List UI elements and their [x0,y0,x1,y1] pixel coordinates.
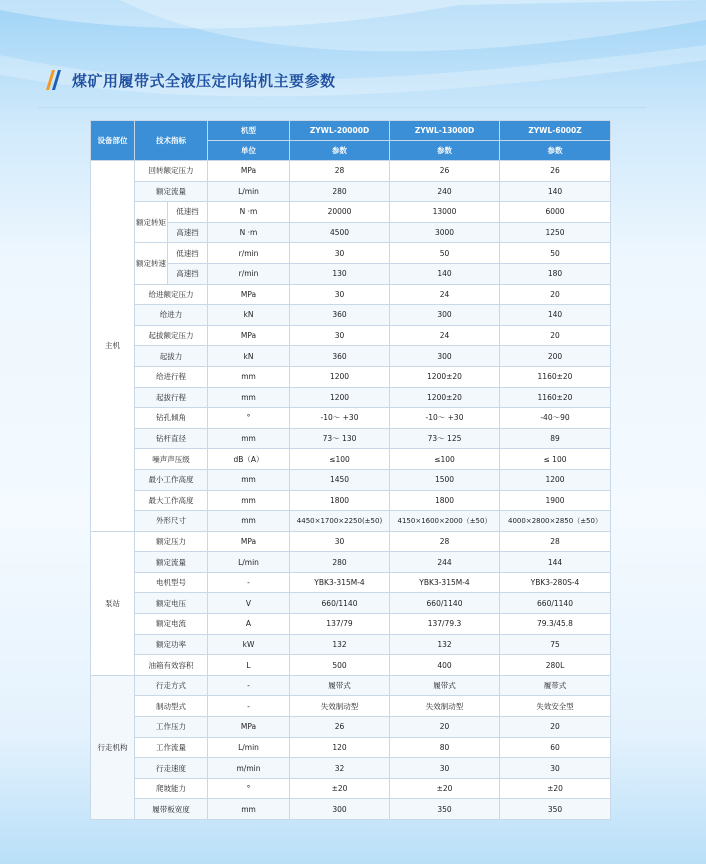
row-label: 工作压力 [135,717,208,738]
row-value-3: -40～90 [500,408,611,429]
row-label: 最大工作高度 [135,490,208,511]
row-value-3: 60 [500,737,611,758]
table-row [91,428,611,449]
row-value-1: 26 [290,717,390,738]
row-value-1: 4500 [290,222,390,243]
row-value-1: 28 [290,161,390,182]
row-label: 额定流量 [135,552,208,573]
row-unit: - [208,675,290,696]
table-row [91,799,611,820]
row-value-3: ±20 [500,778,611,799]
row-value-1: 30 [290,284,390,305]
row-value-3: YBK3-280S-4 [500,572,611,593]
row-value-3: 20 [500,717,611,738]
row-unit: - [208,696,290,717]
row-label: 给进额定压力 [135,284,208,305]
row-value-2: 1500 [390,469,500,490]
row-value-2: -10～ +30 [390,408,500,429]
row-unit: L/min [208,737,290,758]
row-label: 给进力 [135,305,208,326]
row-label: 额定功率 [135,634,208,655]
row-value-2: 132 [390,634,500,655]
row-value-3: ≤ 100 [500,449,611,470]
row-value-1: 1450 [290,469,390,490]
row-value-1: 1200 [290,366,390,387]
row-value-2: 1800 [390,490,500,511]
table-row [91,408,611,429]
row-value-3: 180 [500,263,611,284]
row-value-2: 400 [390,655,500,676]
row-unit: L/min [208,552,290,573]
row-value-1: 4450×1700×2250(±50) [290,511,390,532]
row-value-3: 140 [500,305,611,326]
row-value-3: 4000×2800×2850（±50） [500,511,611,532]
row-label: 额定流量 [135,181,208,202]
row-value-2: 50 [390,243,500,264]
row-value-2: 240 [390,181,500,202]
row-value-3: 350 [500,799,611,820]
table-row [91,552,611,573]
row-value-3: 失效安全型 [500,696,611,717]
table-row [91,614,611,635]
row-unit: MPa [208,325,290,346]
row-value-2: 350 [390,799,500,820]
row-value-2: 4150×1600×2000（±50） [390,511,500,532]
row-label: 起拔额定压力 [135,325,208,346]
header-param-1: 参数 [290,141,390,161]
row-value-2: 24 [390,284,500,305]
row-value-1: 120 [290,737,390,758]
table-row [91,593,611,614]
row-unit: L/min [208,181,290,202]
header-param-2: 参数 [390,141,500,161]
row-value-2: 73～ 125 [390,428,500,449]
row-unit: dB（A） [208,449,290,470]
row-unit: mm [208,469,290,490]
table-row [91,634,611,655]
table-row [91,284,611,305]
row-label: 噪声声压级 [135,449,208,470]
table-row [91,717,611,738]
row-value-3: 20 [500,284,611,305]
background-swoosh [0,0,706,120]
row-value-3: 200 [500,346,611,367]
row-value-3: 20 [500,325,611,346]
row-value-1: YBK3-315M-4 [290,572,390,593]
row-value-3: 144 [500,552,611,573]
row-value-1: 280 [290,552,390,573]
row-value-1: 500 [290,655,390,676]
row-label: 低速挡 [168,243,208,264]
row-unit: L [208,655,290,676]
table-row [91,655,611,676]
row-unit: N ·m [208,222,290,243]
header-model: 机型 [208,121,290,141]
header-model-2: ZYWL-13000D [390,121,500,141]
row-value-1: ≤100 [290,449,390,470]
row-unit: r/min [208,263,290,284]
row-value-3: 30 [500,758,611,779]
row-unit: MPa [208,161,290,182]
table-row [91,181,611,202]
row-value-2: 24 [390,325,500,346]
row-value-1: 300 [290,799,390,820]
row-value-2: 80 [390,737,500,758]
table-row [91,366,611,387]
header-model-1: ZYWL-20000D [290,121,390,141]
header-row-1 [91,121,611,141]
row-value-1: 失效制动型 [290,696,390,717]
row-value-3: 26 [500,161,611,182]
row-value-2: 13000 [390,202,500,223]
row-value-1: 137/79 [290,614,390,635]
row-label: 工作流量 [135,737,208,758]
row-unit: kN [208,305,290,326]
row-value-2: 300 [390,305,500,326]
table-row [91,449,611,470]
row-value-3: 履带式 [500,675,611,696]
section-pump: 泵站 [91,531,135,675]
table-row [91,572,611,593]
row-value-3: 1250 [500,222,611,243]
row-value-3: 50 [500,243,611,264]
row-label: 外形尺寸 [135,511,208,532]
row-label: 回转额定压力 [135,161,208,182]
row-value-1: 660/1140 [290,593,390,614]
row-value-2: ≤100 [390,449,500,470]
row-label: 额定压力 [135,531,208,552]
row-label: 爬坡能力 [135,778,208,799]
row-label: 起拔行程 [135,387,208,408]
row-value-3: 75 [500,634,611,655]
row-value-2: 1200±20 [390,366,500,387]
row-value-2: 20 [390,717,500,738]
title-row [38,66,336,94]
row-label: 电机型号 [135,572,208,593]
row-unit: mm [208,490,290,511]
row-unit: kW [208,634,290,655]
row-value-1: 130 [290,263,390,284]
row-value-1: 73～ 130 [290,428,390,449]
row-value-1: -10～ +30 [290,408,390,429]
row-unit: mm [208,366,290,387]
table-row [91,305,611,326]
row-unit: m/min [208,758,290,779]
row-unit: mm [208,387,290,408]
row-unit: MPa [208,717,290,738]
row-label: 额定电压 [135,593,208,614]
row-value-2: ±20 [390,778,500,799]
group-speed: 额定转速 [135,243,168,284]
row-value-2: 30 [390,758,500,779]
row-value-2: 300 [390,346,500,367]
table-row [91,469,611,490]
row-label: 履带板宽度 [135,799,208,820]
row-label: 额定电流 [135,614,208,635]
table-row [91,675,611,696]
row-unit: ° [208,778,290,799]
row-value-2: 失效制动型 [390,696,500,717]
table-row [91,737,611,758]
row-unit: A [208,614,290,635]
row-label: 低速挡 [168,202,208,223]
row-value-2: 137/79.3 [390,614,500,635]
row-value-2: 26 [390,161,500,182]
row-value-1: ±20 [290,778,390,799]
row-unit: MPa [208,284,290,305]
row-value-1: 132 [290,634,390,655]
title-divider [38,107,646,108]
table-row [91,758,611,779]
row-value-3: 1160±20 [500,387,611,408]
row-unit: ° [208,408,290,429]
row-unit: - [208,572,290,593]
table-row [91,778,611,799]
header-tech: 技术指标 [135,121,208,161]
row-value-3: 660/1140 [500,593,611,614]
row-value-2: 660/1140 [390,593,500,614]
header-param-3: 参数 [500,141,611,161]
row-value-1: 20000 [290,202,390,223]
table-row [91,511,611,532]
row-unit: mm [208,799,290,820]
table-row [91,490,611,511]
row-value-1: 30 [290,325,390,346]
table-row [91,222,611,243]
row-label: 高速挡 [168,263,208,284]
row-value-2: 28 [390,531,500,552]
table-row [91,263,611,284]
row-label: 最小工作高度 [135,469,208,490]
row-unit: r/min [208,243,290,264]
row-unit: V [208,593,290,614]
spec-table [90,120,611,820]
row-unit: MPa [208,531,290,552]
row-value-3: 1900 [500,490,611,511]
table-row [91,202,611,223]
row-value-2: YBK3-315M-4 [390,572,500,593]
row-value-2: 履带式 [390,675,500,696]
row-value-3: 6000 [500,202,611,223]
table-row [91,531,611,552]
table-row [91,387,611,408]
row-value-2: 140 [390,263,500,284]
row-value-3: 89 [500,428,611,449]
table-row [91,325,611,346]
row-value-1: 30 [290,531,390,552]
row-value-3: 1200 [500,469,611,490]
row-unit: mm [208,428,290,449]
row-value-3: 28 [500,531,611,552]
row-value-3: 280L [500,655,611,676]
row-label: 给进行程 [135,366,208,387]
row-label: 起拔力 [135,346,208,367]
row-value-1: 1200 [290,387,390,408]
table-row [91,696,611,717]
header-model-3: ZYWL-6000Z [500,121,611,141]
row-value-2: 244 [390,552,500,573]
row-value-1: 1800 [290,490,390,511]
row-value-1: 30 [290,243,390,264]
row-value-1: 280 [290,181,390,202]
table-row [91,346,611,367]
row-value-2: 1200±20 [390,387,500,408]
table-row [91,243,611,264]
row-value-3: 79.3/45.8 [500,614,611,635]
row-label: 钻杆直径 [135,428,208,449]
row-value-1: 履带式 [290,675,390,696]
header-dept: 设备部位 [91,121,135,161]
row-label: 行走速度 [135,758,208,779]
header-unit: 单位 [208,141,290,161]
section-walk: 行走机构 [91,675,135,819]
table-row [91,161,611,182]
row-value-1: 360 [290,305,390,326]
row-label: 油箱有效容积 [135,655,208,676]
slash-logo-icon [38,68,66,92]
row-label: 行走方式 [135,675,208,696]
row-label: 钻孔倾角 [135,408,208,429]
row-value-3: 1160±20 [500,366,611,387]
section-main: 主机 [91,161,135,532]
row-label: 高速挡 [168,222,208,243]
row-unit: mm [208,511,290,532]
page-title: 煤矿用履带式全液压定向钻机主要参数 [72,71,336,90]
group-torque: 额定转矩 [135,202,168,243]
row-unit: kN [208,346,290,367]
row-value-1: 360 [290,346,390,367]
row-value-3: 140 [500,181,611,202]
row-label: 制动型式 [135,696,208,717]
row-unit: N ·m [208,202,290,223]
row-value-1: 32 [290,758,390,779]
row-value-2: 3000 [390,222,500,243]
